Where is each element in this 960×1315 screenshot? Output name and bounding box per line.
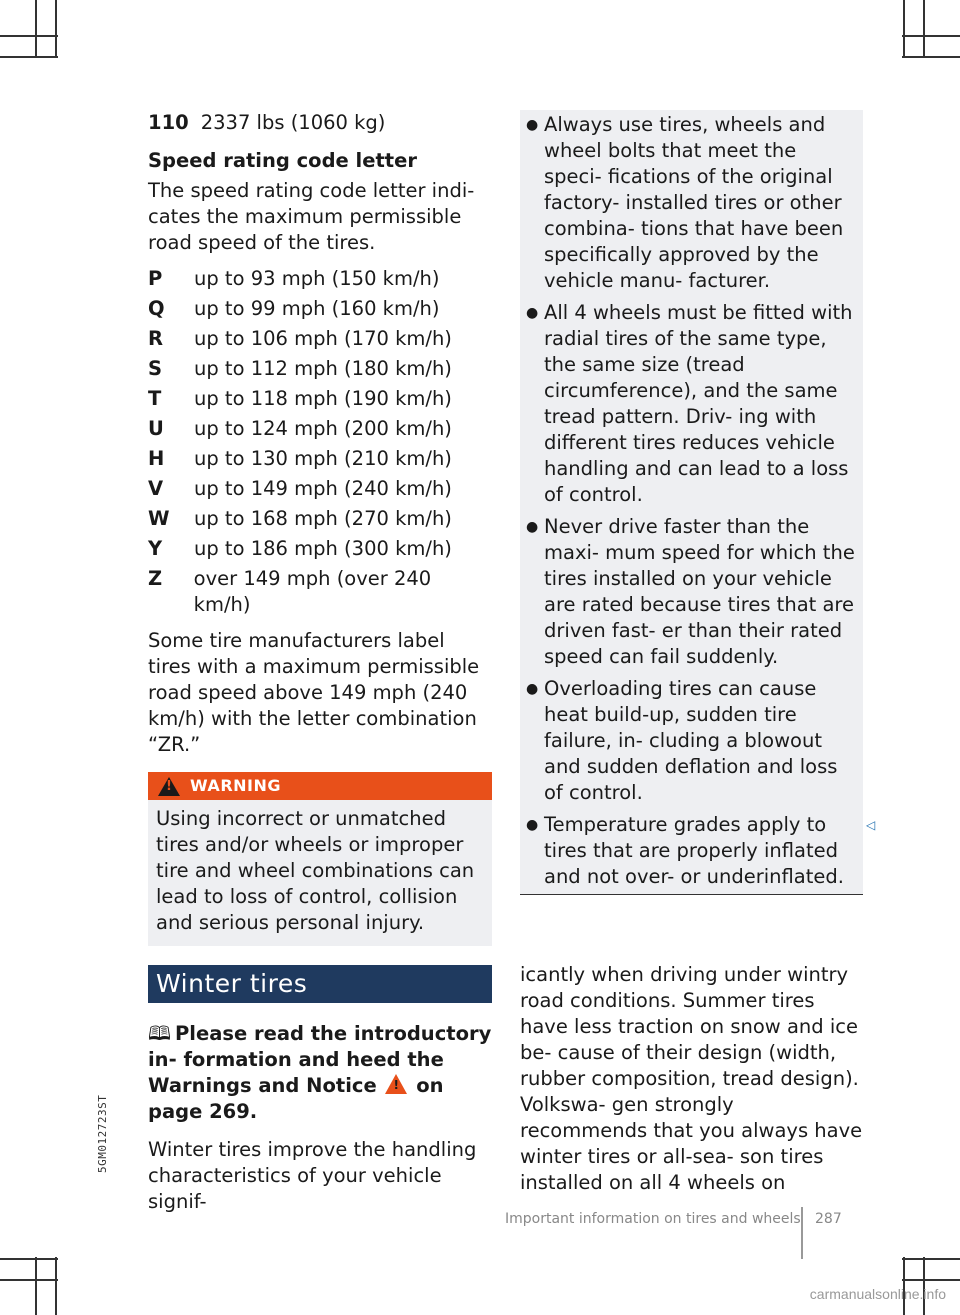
footer-divider: [801, 1207, 803, 1259]
warning-bullet: [526, 112, 857, 294]
rating-letter: Z: [148, 567, 163, 590]
rating-letter: Y: [148, 537, 163, 560]
notice: [148, 1021, 492, 1125]
end-marker-icon: ◁: [866, 818, 876, 832]
bullet-dot-icon: ●: [526, 305, 539, 321]
zr-note: Some tire manufacturers label tires with a maximum permissible road speed above 149 mph (240 km/h) with the letter combination “ZR.”: [148, 629, 480, 756]
rating-letter: U: [148, 417, 164, 440]
warning-triangle-icon: !: [158, 777, 180, 796]
warning-label: WARNING: [190, 776, 281, 795]
crop-mark: [902, 35, 960, 37]
warning-header: [148, 772, 492, 800]
bullet-dot-icon: ●: [526, 817, 539, 833]
crop-mark: [902, 1258, 960, 1260]
rating-value: up to 124 mph (200 km/h): [194, 417, 452, 440]
crop-mark: [902, 1279, 960, 1281]
winter-body-continued: [520, 962, 865, 1206]
bullet-text: Never drive faster than the maxi- mum speed for which the tires installed on your vehicle are rated because tires that are driven fast- er than their rated speed can fail suddenly.: [544, 515, 855, 668]
rating-value: up to 168 mph (270 km/h): [194, 507, 452, 530]
rating-value: up to 106 mph (170 km/h): [194, 327, 452, 350]
winter-body-left: Winter tires improve the handling characteristics of your vehicle signif-: [148, 1138, 477, 1213]
rating-value: over 149 mph (over 240 km/h): [193, 567, 432, 616]
warning-triangle-icon: !: [385, 1074, 407, 1094]
rating-letter: W: [148, 507, 170, 530]
speed-rating-row: [148, 476, 492, 502]
rating-value: up to 112 mph (180 km/h): [194, 357, 452, 380]
section-title: Winter tires: [148, 965, 492, 1003]
bullet-text: Overloading tires can cause heat build-up, sudden tire failure, in- cluding a blowout and sudden deflation and loss of control.: [544, 677, 838, 804]
warning-box: [148, 772, 492, 946]
notice-prefix: Please read the introductory in- formation and heed the Warnings and Notice: [148, 1022, 492, 1097]
warning-bullets-box: [520, 110, 863, 895]
rating-letter: P: [148, 267, 163, 290]
warning-bullet: [526, 514, 857, 670]
speed-rating-heading: Speed rating code letter: [148, 149, 417, 172]
winter-body-right: icantly when driving under wintry road conditions. Summer tires have less traction on snow and ice be- cause of their design (width, rubber composition, tread design). Volkswa- gen strongly recommends that you always have winter tires or all-sea- son tires installed on all 4 wheels on: [520, 963, 863, 1194]
crop-mark: [923, 0, 925, 58]
speed-rating-row: [148, 266, 492, 292]
book-icon: 🕮: [148, 1022, 171, 1045]
notice-link[interactable]: on page 269.: [148, 1074, 444, 1123]
crop-mark: [0, 1279, 58, 1281]
crop-mark: [0, 56, 58, 58]
bullet-dot-icon: ●: [526, 519, 539, 535]
rating-value: up to 93 mph (150 km/h): [194, 267, 440, 290]
warning-bullet: [526, 812, 857, 890]
crop-mark: [35, 0, 37, 58]
footer-section-title: Important information on tires and wheels: [505, 1211, 801, 1227]
rating-letter: S: [148, 357, 163, 380]
rating-value: up to 118 mph (190 km/h): [194, 387, 452, 410]
load-index-row: [148, 110, 492, 136]
winter-section: [148, 965, 492, 1225]
load-index-code: 110: [148, 111, 189, 134]
speed-rating-row: [148, 566, 492, 618]
speed-rating-intro: The speed rating code letter indi- cates the maximum permissible road speed of the tires.: [148, 179, 475, 254]
rating-letter: V: [148, 477, 164, 500]
bullet-text: Temperature grades apply to tires that are properly inflated and not over- or underinflated.: [544, 813, 844, 888]
crop-mark: [902, 56, 960, 58]
crop-mark: [35, 1257, 37, 1315]
document-code: 5GM012723ST: [96, 1094, 109, 1173]
warning-bullet: [526, 676, 857, 806]
page-number: 287: [815, 1211, 842, 1227]
speed-rating-row: [148, 416, 492, 442]
left-column: [148, 110, 492, 946]
crop-mark: [0, 35, 58, 37]
rating-letter: H: [148, 447, 165, 470]
rating-value: up to 149 mph (240 km/h): [194, 477, 452, 500]
speed-rating-row: [148, 326, 492, 352]
rating-value: up to 186 mph (300 km/h): [194, 537, 452, 560]
bullet-dot-icon: ●: [526, 117, 539, 133]
rating-value: up to 130 mph (210 km/h): [194, 447, 452, 470]
speed-rating-row: [148, 506, 492, 532]
warning-bullet: [526, 300, 857, 508]
speed-rating-row: [148, 356, 492, 382]
crop-mark: [55, 0, 57, 58]
rating-letter: Q: [148, 297, 165, 320]
crop-mark: [903, 0, 905, 58]
warning-body: Using incorrect or unmatched tires and/or wheels or improper tire and wheel combinations can lead to loss of control, collision and serious personal injury.: [156, 807, 475, 934]
speed-rating-row: [148, 296, 492, 322]
bullet-text: Always use tires, wheels and wheel bolts that meet the speci- fications of the original factory- installed tires or other combina- tions that have been specifically approved by the vehicle manu- facturer.: [544, 113, 844, 292]
speed-rating-row: [148, 446, 492, 472]
speed-rating-row: [148, 386, 492, 412]
speed-rating-row: [148, 536, 492, 562]
rating-letter: T: [148, 387, 162, 410]
watermark: carmanualsonline.info: [809, 1286, 946, 1302]
load-index-value: 2337 lbs (1060 kg): [200, 111, 386, 134]
rating-letter: R: [148, 327, 164, 350]
crop-mark: [0, 1258, 58, 1260]
speed-rating-table: [148, 266, 492, 618]
bullet-text: All 4 wheels must be fitted with radial tires of the same type, the same size (tread circumference), and the same tread pattern. Driv- ing with different tires reduces vehicle handling and can lead to a loss of control.: [544, 301, 853, 506]
crop-mark: [55, 1257, 57, 1315]
bullet-dot-icon: ●: [526, 681, 539, 697]
rating-value: up to 99 mph (160 km/h): [194, 297, 440, 320]
